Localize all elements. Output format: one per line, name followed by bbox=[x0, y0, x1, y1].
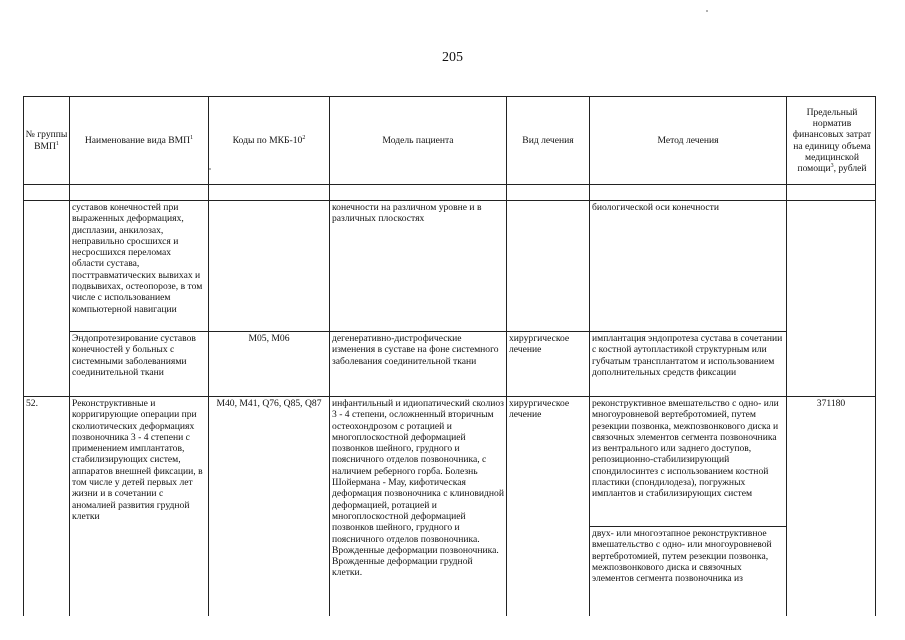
row1-type: хирургическое лечение bbox=[509, 333, 570, 356]
scan-speck bbox=[706, 10, 708, 12]
row2-method-alt: двух- или многоэтапное реконструктивное вмешательство с одно- или многоуровневой вертебротомией, путем резекции позвонка, межпозвонкового диска и связочных элементов сегмента позвоночника из bbox=[592, 528, 772, 585]
row2-cost-norm: 371180 bbox=[816, 398, 846, 409]
row2-name: Реконструктивные и корригирующие операции при сколиотических деформациях позвоночника 3 - 4 степени с применением имплантатов, стабилизирующих систем, аппаратов внешней фиксации, в том числе у детей первых лет жизни и в сочетании с аномалией развития грудной клетки bbox=[72, 398, 203, 522]
row1-model: дегенеративно-дистрофические изменения в суставе на фоне системного заболевания соединительной ткани bbox=[332, 333, 499, 367]
row1-method: имплантация эндопротеза сустава в сочетании с костной аутопластикой структурным или губчатым трансплантатом и использованием дополнительных средств фиксации bbox=[592, 333, 783, 378]
row2-number: 52. bbox=[26, 398, 38, 409]
header-group-number: № группы ВМП$^1$ bbox=[25, 129, 68, 152]
row0-model: конечности на различном уровне и в различных плоскостях bbox=[332, 202, 482, 225]
header-cost-norm: Предельный норматив финансовых затрат на единицу объема медицинской помощи$^3$, рублей bbox=[792, 106, 872, 175]
row0-name: суставов конечностей при выраженных деформациях, дисплазии, анкилозах, неправильно сросшихся и несросшихся переломах области сустава, посттравматических вывихах и подвывихах, остеопорозе, в том числе с использованием компьютерной навигации bbox=[72, 202, 203, 315]
page-number: 205 bbox=[442, 50, 463, 65]
header-vmp-name: Наименование вида ВМП$^1$ bbox=[84, 134, 194, 146]
row2-codes: M40, M41, Q76, Q85, Q87 bbox=[216, 398, 322, 409]
header-treatment-type: Вид лечения bbox=[522, 134, 574, 146]
header-patient-model: Модель пациента bbox=[382, 134, 454, 146]
row1-name: Эндопротезирование суставов конечностей у больных с системными заболеваниями соединительной ткани bbox=[72, 333, 196, 378]
header-treatment-method: Метод лечения bbox=[657, 134, 719, 146]
row2-type: хирургическое лечение bbox=[509, 398, 570, 421]
row2-model: инфантильный и идиопатический сколиоз 3 - 4 степени, осложненный вторичным остеохондрозом с ротацией и многоплоскостной деформацией позвонков шейного, грудного и поясничного отделов позвоночника, с наличием реберного горба. Болезнь Шойермана - Мау, кифотическая деформация позвоночника с клиновидной деформацией, ротацией и многоплоскостной деформацией позвонков шейного, грудного и поясничного отделов позвоночника. Врожденные деформации позвоночника. Врожденные деформации грудной клетки. bbox=[332, 398, 504, 579]
row1-codes: M05, M06 bbox=[248, 333, 290, 344]
header-icd-codes: Коды по МКБ-$10^2$ bbox=[232, 134, 306, 146]
row2-method: реконструктивное вмешательство с одно- или многоуровневой вертебротомией, путем резекции позвонка, межпозвонкового диска и связочных элементов сегмента позвоночника из вентрального или заднего доступов, репозиционно-стабилизирующий спондилосинтез с использованием костной пластики (спондилодеза), погружных имплантов и стабилизирующих систем bbox=[592, 398, 779, 500]
row0-method: биологической оси конечности bbox=[592, 202, 719, 213]
